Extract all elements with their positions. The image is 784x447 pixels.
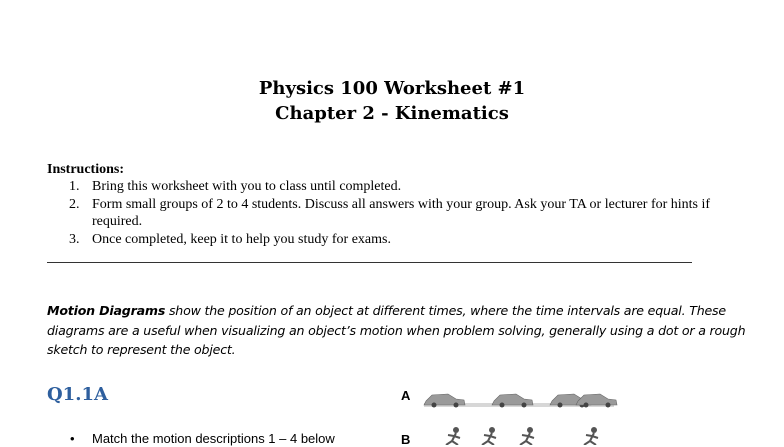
runner-icon (520, 427, 534, 445)
question-heading: Q1.1A (47, 384, 108, 405)
instruction-item (47, 178, 747, 196)
instruction-text: Bring this worksheet with you to class until completed. (92, 179, 402, 194)
instruction-item (47, 231, 747, 249)
runner-icon (482, 427, 496, 445)
instruction-number: 3. (69, 231, 80, 247)
instruction-text: Form small groups of 2 to 4 students. Discuss all answers with your group. Ask your TA or lecturer for hints if required. (92, 196, 711, 229)
runner-icon (584, 427, 598, 445)
worksheet-title: Physics 100 Worksheet #1 (258, 78, 526, 99)
question-bullet-text: Match the motion descriptions 1 – 4 below (92, 431, 335, 446)
instruction-text: Once completed, keep it to help you study for exams. (92, 231, 391, 247)
instruction-number: 1. (69, 179, 80, 194)
motion-diagram-figure (420, 385, 620, 445)
section-divider (47, 262, 692, 263)
chapter-subtitle: Chapter 2 - Kinematics (275, 103, 509, 124)
figure-row-b-label: B (401, 432, 411, 447)
instructions-heading: Instructions: (47, 162, 125, 177)
instructions-list (47, 178, 747, 248)
motion-diagrams-term: Motion Diagrams (47, 303, 166, 318)
figure-row-a-label: A (401, 388, 411, 403)
question-bullet (70, 431, 370, 447)
instruction-number: 2. (69, 196, 80, 212)
instruction-item (47, 196, 747, 231)
motion-diagrams-text: show the position of an object at different times, where the time intervals are equal. These diagrams are a useful when visualizing an object’s motion when problem solving, generally using a dot or a rough sketch to represent the object. (47, 303, 746, 357)
bullet-dot-icon: • (70, 431, 75, 446)
motion-diagrams-paragraph (47, 301, 747, 360)
runner-icon (446, 427, 460, 445)
